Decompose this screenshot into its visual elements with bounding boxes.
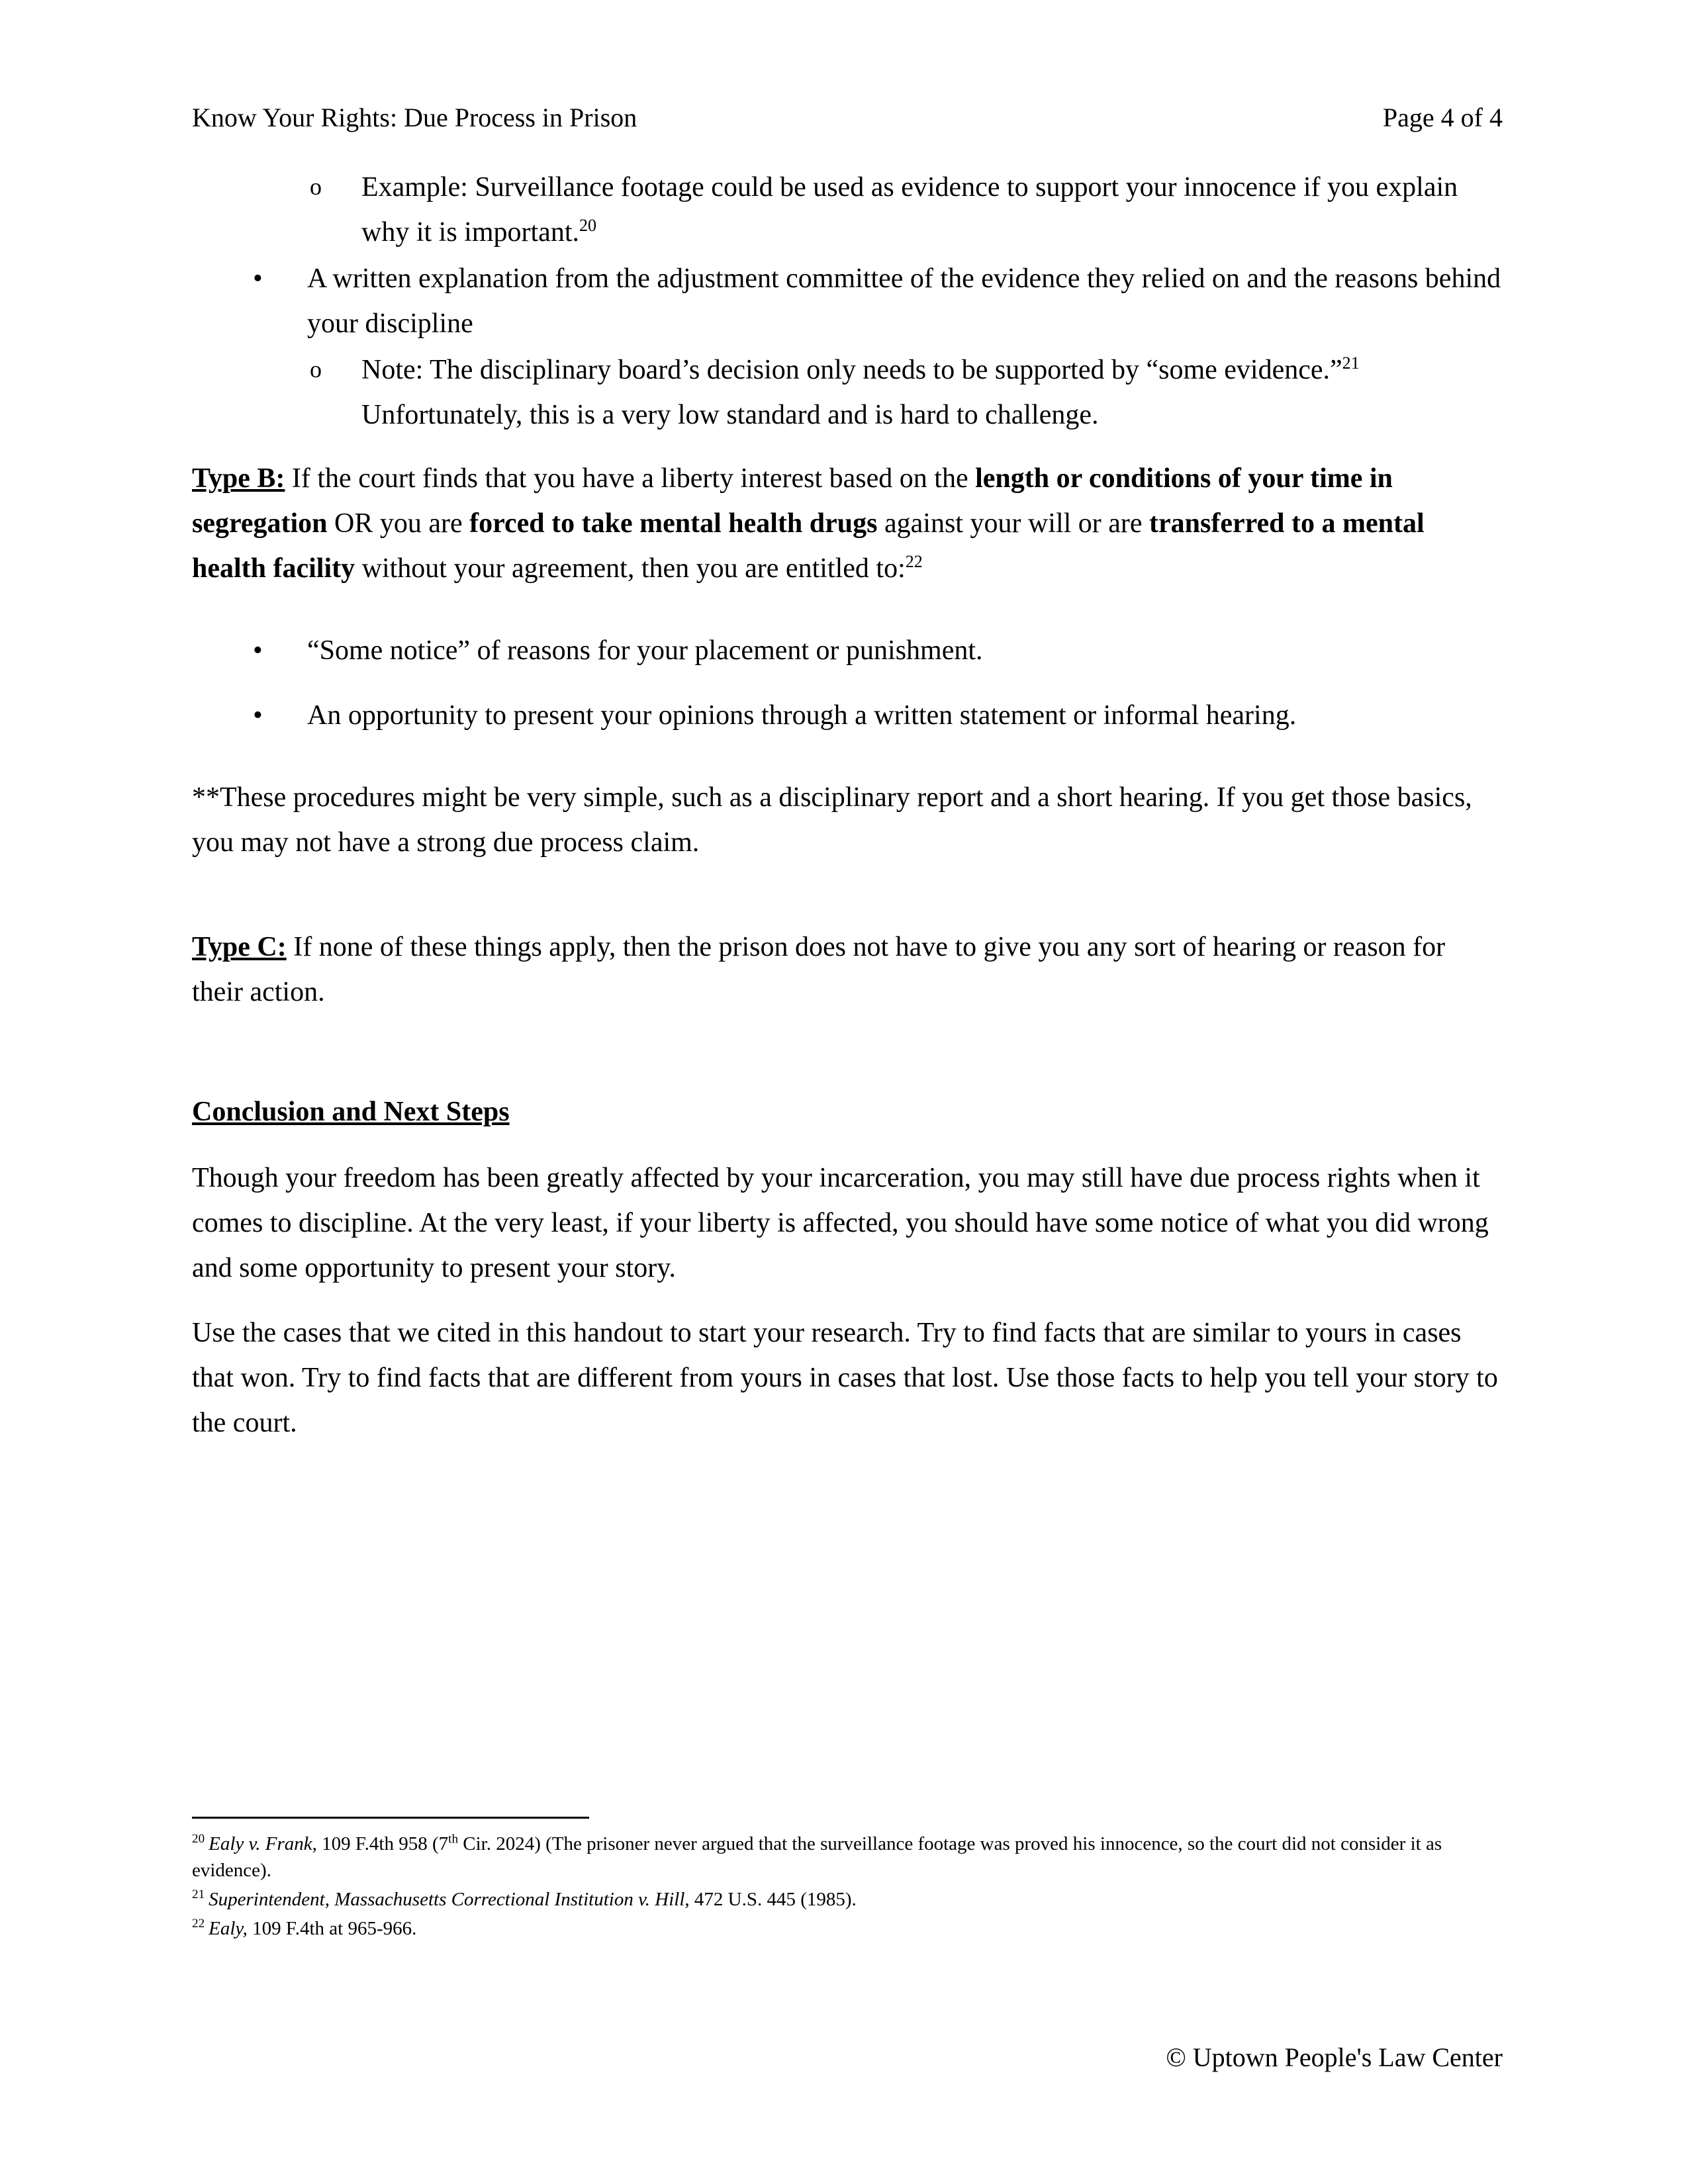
footnote-text-2: Cir. 2024) (The prisoner never argued that the surveillance footage was proved his innocence, so the court did not consider it as evidence). bbox=[192, 1833, 1442, 1882]
footnote-ref-22: 22 bbox=[905, 552, 923, 572]
footnote-ref-20: 20 bbox=[579, 216, 597, 236]
spacer bbox=[192, 439, 1503, 456]
paragraph-type-c bbox=[192, 925, 1503, 1015]
footnote-separator-rule bbox=[192, 1817, 589, 1819]
footnote-text-1: 109 F.4th at 965-966. bbox=[247, 1918, 417, 1940]
type-b-segment-4: without your agreement, then you are entitled to: bbox=[355, 553, 906, 584]
footnote-ref-21: 21 bbox=[1342, 353, 1360, 373]
type-b-bold-1: length or conditions of your time in segregation bbox=[192, 463, 1393, 539]
type-c-text: If none of these things apply, then the prison does not have to give you any sort of hearing or reason for their action. bbox=[192, 932, 1446, 1008]
continued-sub-bullet-list bbox=[192, 165, 1503, 255]
footnote-area bbox=[192, 1817, 1503, 1944]
type-b-segment-2: OR you are bbox=[327, 508, 470, 539]
spacer bbox=[192, 758, 1503, 775]
spacer bbox=[192, 1034, 1503, 1094]
note-text-part-2: Unfortunately, this is a very low standard and is hard to challenge. bbox=[361, 400, 1099, 431]
document-body bbox=[192, 133, 1503, 1445]
type-b-segment-1: If the court finds that you have a liberty interest based on the bbox=[285, 463, 976, 494]
footnote-22 bbox=[192, 1915, 1503, 1942]
list-item-text bbox=[361, 165, 1503, 255]
footnote-text-1: 109 F.4th 958 (7 bbox=[316, 1833, 449, 1854]
bullet-marker: • bbox=[253, 635, 263, 666]
note-sub-bullet-list bbox=[192, 347, 1503, 437]
footnote-number: 21 bbox=[192, 1888, 205, 1902]
paragraph-type-b bbox=[192, 456, 1503, 591]
example-text: Example: Surveillance footage could be used as evidence to support your innocence if you explain why it is important. bbox=[361, 172, 1458, 248]
paragraph-conclusion-1: Though your freedom has been greatly affected by your incarceration, you may still have due process rights when it comes to discipline. At the very least, if your liberty is affected, you should have some notice of what you did wrong and some opportunity to present your story. bbox=[192, 1163, 1489, 1284]
type-b-label: Type B: bbox=[192, 463, 285, 494]
type-b-entitlements-list bbox=[192, 628, 1503, 738]
bullet-marker: • bbox=[253, 700, 263, 731]
type-c-label: Type C: bbox=[192, 932, 287, 963]
type-b-segment-3: against your will or are bbox=[877, 508, 1150, 539]
footnote-case-name: Superintendent, Massachusetts Correctional Institution v. Hill bbox=[209, 1889, 685, 1911]
spacer bbox=[192, 611, 1503, 628]
footnote-case-name: Ealy v. Frank, bbox=[209, 1833, 317, 1854]
list-item-written-explanation bbox=[253, 256, 1503, 346]
paragraph-procedures-note: **These procedures might be very simple, such as a disciplinary report and a short hearing. If you get those basics, you may not have a strong due process claim. bbox=[192, 782, 1472, 858]
list-item-text bbox=[361, 347, 1503, 437]
footer-copyright: © Uptown People's Law Center bbox=[1166, 2042, 1503, 2072]
footnote-list bbox=[192, 1831, 1503, 1942]
ordinal-suffix: th bbox=[448, 1832, 459, 1846]
list-item-text: An opportunity to present your opinions through a written statement or informal hearing. bbox=[307, 700, 1297, 731]
footnote-20 bbox=[192, 1831, 1503, 1884]
list-item-note bbox=[310, 347, 1503, 437]
paragraph-conclusion-2: Use the cases that we cited in this handout to start your research. Try to find facts that are similar to yours in cases that won. Try to find facts that are different from yours in cases that lost. Use those facts to help you tell your story to the court. bbox=[192, 1318, 1498, 1439]
type-b-bold-2: forced to take mental health drugs bbox=[469, 508, 878, 539]
sub-bullet-marker: o bbox=[310, 173, 322, 200]
page-content-column bbox=[192, 0, 1503, 1465]
header-document-title: Know Your Rights: Due Process in Prison bbox=[192, 103, 637, 132]
list-item-text: A written explanation from the adjustment committee of the evidence they relied on and the reasons behind your discipline bbox=[307, 263, 1501, 340]
header-page-number: Page 4 of 4 bbox=[1382, 103, 1503, 132]
footnote-number: 20 bbox=[192, 1832, 205, 1846]
sub-bullet-marker: o bbox=[310, 356, 322, 383]
type-b-bold-3: transferred to a mental health facility bbox=[192, 508, 1425, 584]
spacer bbox=[192, 885, 1503, 925]
page-footer bbox=[192, 2042, 1503, 2073]
note-text-part-1: Note: The disciplinary board’s decision only needs to be supported by “some evidence.” bbox=[361, 355, 1342, 386]
footnote-21 bbox=[192, 1886, 1503, 1913]
list-item bbox=[253, 693, 1503, 738]
footnote-number: 22 bbox=[192, 1917, 205, 1931]
list-item-text: “Some notice” of reasons for your placement or punishment. bbox=[307, 635, 983, 666]
list-item-example bbox=[310, 165, 1503, 255]
footnote-case-name: Ealy, bbox=[209, 1918, 248, 1940]
section-heading-conclusion: Conclusion and Next Steps bbox=[192, 1097, 510, 1128]
bullet-marker: • bbox=[253, 263, 263, 295]
written-explanation-bullet-list bbox=[192, 256, 1503, 346]
running-head bbox=[192, 0, 1503, 133]
footnote-text-1: , 472 U.S. 445 (1985). bbox=[684, 1889, 857, 1911]
list-item bbox=[253, 628, 1503, 673]
